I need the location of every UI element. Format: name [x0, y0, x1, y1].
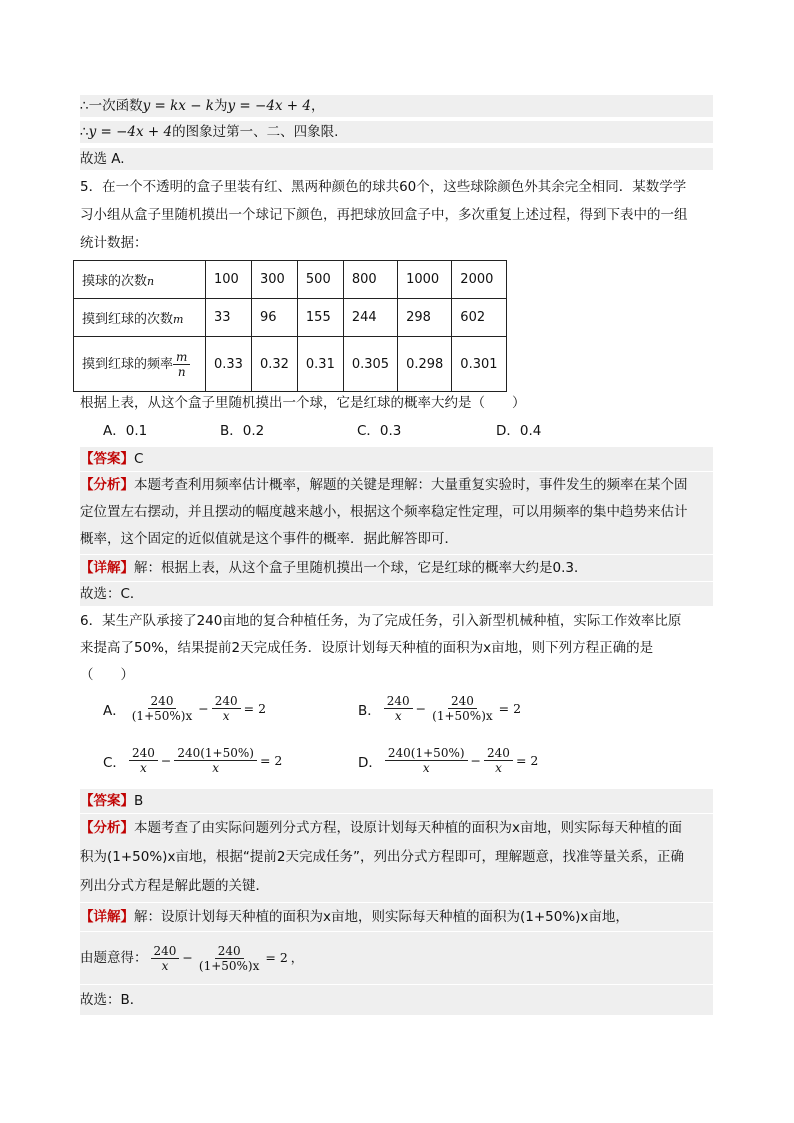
answer-value: B	[134, 793, 144, 809]
table-cell: 300	[251, 261, 297, 299]
text: 故选 A.	[80, 151, 125, 167]
analysis-tag: 【分析】	[80, 477, 134, 493]
text: ∴	[80, 124, 89, 140]
q6-option-d: D． $\frac{240(1+50\%)}{x}$ − $\frac{240}{x}$ = 2	[358, 746, 539, 775]
statistics-table	[73, 260, 507, 392]
text: 概率，这个固定的近似值就是这个事件的概率．据此解答即可．	[80, 531, 458, 547]
detail-tag: 【详解】	[80, 560, 134, 576]
q5-option-a: A．0.1	[103, 423, 148, 439]
text: ∴一次函数	[80, 98, 143, 114]
q6-stem-1: 6．某生产队承接了240亩地的复合种植任务，为了完成任务，引入新型机械种植，实际工作效率比原	[80, 613, 682, 629]
text: 解：根据上表，从这个盒子里随机摸出一个球，它是红球的概率大约是0.3．	[134, 560, 588, 576]
table-cell: 800	[343, 261, 397, 299]
q6-analysis	[80, 814, 713, 902]
solution-choice	[80, 148, 713, 170]
text: 为	[213, 98, 228, 114]
table-cell: 0.31	[297, 337, 343, 392]
q6-option-c: C． $\frac{240}{x}$ − $\frac{240(1+50\%)}{x}$ = 2	[103, 746, 283, 775]
equation: y = −4x + 4	[88, 124, 173, 140]
analysis-tag: 【分析】	[80, 820, 134, 836]
table-cell: 0.33	[206, 337, 252, 392]
solution-line-2	[80, 121, 713, 143]
fraction: $\frac{240}{(1+50\%)x}$	[198, 943, 260, 973]
text: 列出分式方程是解此题的关键．	[80, 878, 269, 894]
table-row	[74, 337, 507, 392]
text: 的图象过第一、二、四象限.	[172, 124, 339, 140]
q5-stem-1: 5．在一个不透明的盒子里装有红、黑两种颜色的球共60个，这些球除颜色外其余完全相同．某数学学	[80, 179, 687, 195]
text: 由题意得：	[80, 950, 148, 966]
q6-equation-line: 由题意得： $\frac{240}{x}$ − $\frac{240}{(1+50\%)x}$ = 2 ，	[80, 932, 713, 984]
answer-tag: 【答案】	[80, 451, 134, 467]
q5-option-c: C．0.3	[357, 423, 402, 439]
table-cell: 500	[297, 261, 343, 299]
q5-analysis	[80, 472, 713, 554]
table-cell: 298	[398, 299, 452, 337]
q5-stem-3: 统计数据：	[80, 235, 148, 251]
equation: y = kx − k	[142, 98, 214, 114]
equation: y = −4x + 4	[227, 98, 312, 114]
q6-detail	[80, 903, 713, 931]
text: 故选：C．	[80, 586, 144, 602]
table-header-cell: 摸球的次数n	[74, 261, 206, 299]
answer-value: C	[134, 451, 144, 467]
table-cell: 0.301	[452, 337, 506, 392]
table-header-cell: 摸到红球的次数m	[74, 299, 206, 337]
table-cell: 100	[206, 261, 252, 299]
table-cell: 244	[343, 299, 397, 337]
text: 解：设原计划每天种植的面积为x亩地，则实际每天种植的面积为(1+50%)x亩地，	[134, 909, 629, 925]
q5-detail	[80, 555, 713, 581]
text: 定位置左右摆动，并且摆动的幅度越来越小，根据这个频率稳定性定理，可以用频率的集中趋势来估计	[80, 504, 688, 520]
text: 本题考查利用频率估计概率，解题的关键是理解：大量重复实验时，事件发生的频率在某个固	[134, 477, 688, 493]
answer-tag: 【答案】	[80, 793, 134, 809]
q5-question: 根据上表，从这个盒子里随机摸出一个球，它是红球的概率大约是（ ）	[80, 395, 526, 411]
table-cell: 1000	[398, 261, 452, 299]
table-row	[74, 299, 507, 337]
q6-choice	[80, 985, 713, 1015]
table-cell: 2000	[452, 261, 506, 299]
table-cell: 155	[297, 299, 343, 337]
solution-line-1	[80, 95, 713, 117]
q5-option-b: B．0.2	[220, 423, 265, 439]
table-cell: 0.32	[251, 337, 297, 392]
q6-option-a: A． $\frac{240}{(1+50\%)x}$ − $\frac{240}{x}$ = 2	[103, 694, 267, 723]
text: 本题考查了由实际问题列分式方程，设原计划每天种植的面积为x亩地，则实际每天种植的面	[134, 820, 682, 836]
q6-answer	[80, 789, 713, 813]
table-cell: 96	[251, 299, 297, 337]
q6-option-b: B． $\frac{240}{x}$ − $\frac{240}{(1+50\%)x}$ = 2	[358, 694, 522, 723]
fraction: $\frac{240}{x}$	[151, 944, 180, 973]
table-cell: 0.298	[398, 337, 452, 392]
q5-option-d: D．0.4	[496, 423, 542, 439]
q5-answer	[80, 447, 713, 471]
q5-stem-2: 习小组从盒子里随机摸出一个球记下颜色，再把球放回盒子中，多次重复上述过程，得到下表中的一组	[80, 207, 688, 223]
text: 故选：B．	[80, 992, 144, 1008]
table-cell: 0.305	[343, 337, 397, 392]
table-cell: 33	[206, 299, 252, 337]
text: 积为(1+50%)x亩地，根据“提前2天完成任务”，列出分式方程即可，理解题意，找准等量关系，正确	[80, 849, 685, 865]
detail-tag: 【详解】	[80, 909, 134, 925]
q6-stem-3: （ ）	[80, 667, 134, 683]
q5-choice	[80, 582, 713, 606]
table-row	[74, 261, 507, 299]
q6-stem-2: 来提高了50%，结果提前2天完成任务．设原计划每天种植的面积为x亩地，则下列方程正确的是	[80, 640, 654, 656]
table-header-cell: 摸到红球的频率 $\frac{m}{n}$	[74, 337, 206, 392]
table-cell: 602	[452, 299, 506, 337]
text: ，	[311, 98, 325, 114]
